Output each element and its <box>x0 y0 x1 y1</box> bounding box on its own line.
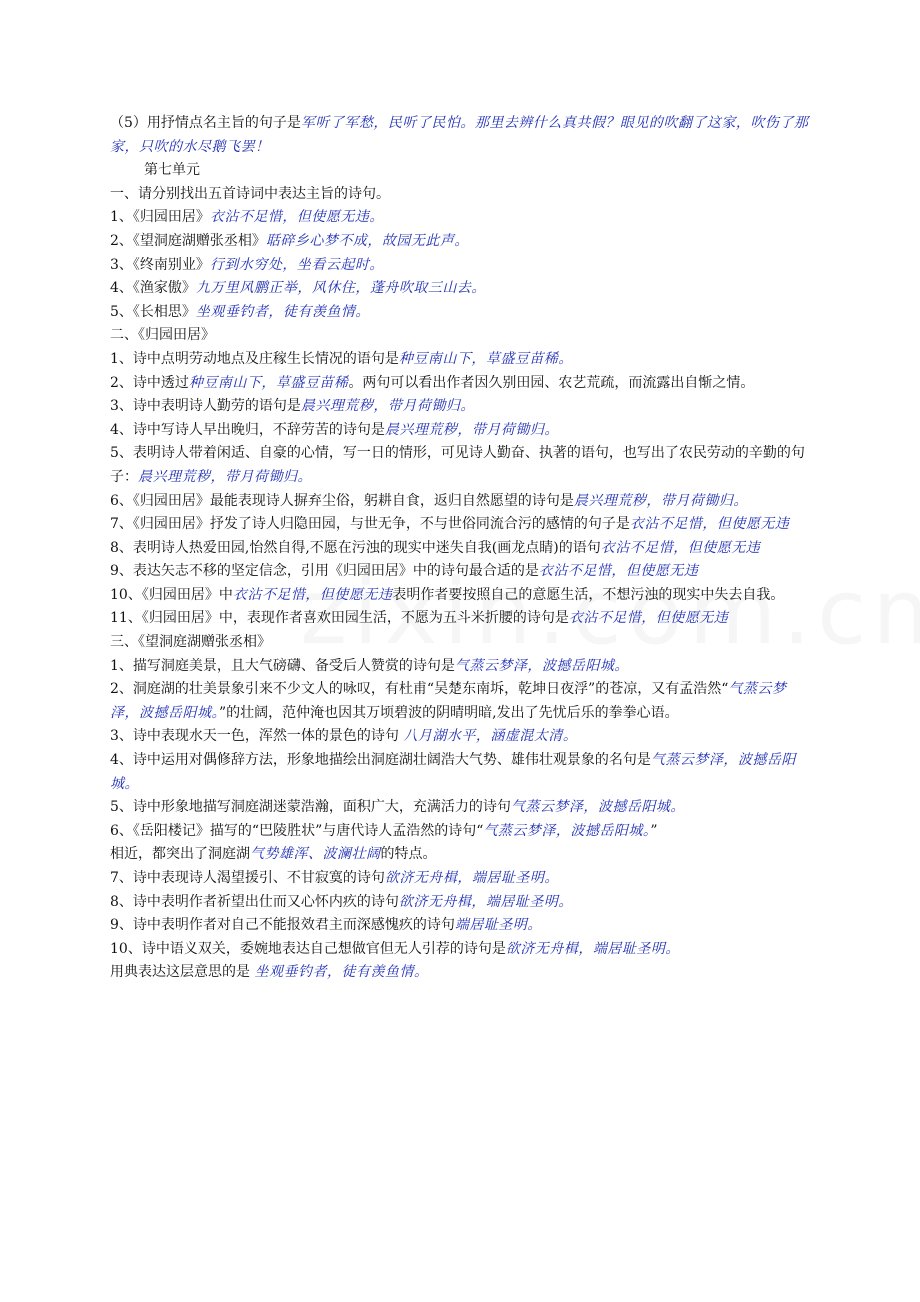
text-line <box>110 395 812 419</box>
answer-text: 种豆南山下，草盛豆苗稀 <box>188 374 349 391</box>
text-line <box>110 159 812 183</box>
question-text: 二、《归园田居》 <box>110 327 215 344</box>
question-text: 7、诗中表现诗人渴望援引、不甘寂寞的诗句 <box>110 870 385 886</box>
answer-text: 晨兴理荒秽，带月荷锄归。 <box>573 492 748 509</box>
text-line <box>110 938 812 962</box>
answer-text: 欲济无舟楫，端居耻圣明。 <box>505 940 680 957</box>
answer-text: 坐观垂钓者，徒有羡鱼情。 <box>254 964 429 981</box>
answer-text: 欲济无舟楫，端居耻圣明。 <box>384 870 559 886</box>
question-text: 3、诗中表现水天一色，浑然一体的景色的诗句 <box>110 728 404 745</box>
question-text: 三、《望洞庭湖赠张丞相》 <box>110 634 271 651</box>
answer-text: 气势雄浑、波澜壮阔 <box>250 846 381 863</box>
text-line <box>110 324 812 348</box>
text-line <box>110 442 812 489</box>
text-line <box>110 490 812 514</box>
text-line <box>110 891 812 915</box>
text-line <box>110 206 812 230</box>
answer-text: 晨兴理荒秽，带月荷锄归。 <box>138 468 312 485</box>
answer-text: 气蒸云梦泽，波撼岳阳城。 <box>110 681 787 721</box>
text-line <box>110 513 812 537</box>
question-text: 8、诗中表明作者祈望出仕而又心怀内疚的诗句 <box>110 893 399 910</box>
text-line <box>110 867 812 891</box>
question-text: 1、诗中点明劳动地点及庄稼生长情况的语句是 <box>110 350 399 367</box>
question-text: 。两句可以看出作者因久别田园、农艺荒疏，而流露出自惭之情。 <box>348 374 755 391</box>
text-line <box>110 183 812 207</box>
answer-text: 欲济无舟楫，端居耻圣明。 <box>398 893 573 910</box>
answer-text: 聒碎乡心梦不成，故园无此声。 <box>265 232 469 249</box>
text-line <box>110 843 812 867</box>
text-line <box>110 254 812 278</box>
answer-text: 晨兴理荒秽，带月荷锄归。 <box>300 398 475 415</box>
answer-text: 衣沾不足惜，但使愿无违。 <box>209 209 384 226</box>
question-text: （5）用抒情点名主旨的句子是 <box>110 115 301 131</box>
answer-text: 种豆南山下，草盛豆苗稀。 <box>398 350 573 367</box>
text-line <box>110 537 812 561</box>
question-text: 2、洞庭湖的壮美景象引来不少文人的咏叹，有杜甫“吴楚东南坼，乾坤日夜浮”的苍凉，又有孟浩然“ <box>110 681 729 698</box>
text-line <box>110 419 812 443</box>
question-text: 第七单元 <box>144 162 200 179</box>
question-text: 10、《归园田居》中 <box>110 586 233 603</box>
question-text: 6、《岳阳楼记》描写的“巴陵胜状”与唐代诗人孟浩然的诗句“ <box>110 822 484 839</box>
answer-text: 衣沾不足惜，但使愿无违 <box>568 610 729 627</box>
question-text: 2、《望洞庭湖赠张丞相》 <box>110 232 266 249</box>
question-text: ” <box>650 822 658 839</box>
question-text: 3、诗中表明诗人勤劳的语句是 <box>110 398 301 415</box>
question-text: 1、描写洞庭美景，且大气磅礴、备受后人赞赏的诗句是 <box>110 657 455 674</box>
question-text: 9、诗中表明作者对自己不能报效君主而深感愧疚的诗句 <box>110 917 455 934</box>
text-line <box>110 372 812 396</box>
answer-text: 坐观垂钓者，徒有羡鱼情。 <box>195 303 370 320</box>
question-text: 一、请分别找出五首诗词中表达主旨的诗句。 <box>110 185 390 202</box>
question-text: 8、表明诗人热爱田园,怡然自得,不愿在污浊的现实中迷失自我(画龙点睛)的语句 <box>110 539 601 556</box>
answer-text: 衣沾不足惜，但使愿无违 <box>232 586 393 603</box>
answer-text: 气蒸云梦泽，波撼岳阳城。 <box>510 799 685 816</box>
text-line <box>110 560 812 584</box>
answer-text: 军听了军愁，民听了民怕。那里去辨什么真共假？眼见的吹翻了这家，吹伤了那家，只吹的水尽鹅飞罢！ <box>110 115 809 155</box>
text-line <box>110 607 812 631</box>
question-text: 表明作者要按照自己的意愿生活，不想污浊的现实中失去自我。 <box>392 586 785 603</box>
text-line <box>110 820 812 844</box>
text-line <box>110 796 812 820</box>
question-text: 9、表达矢志不移的坚定信念，引用《归园田居》中的诗句最合适的是 <box>110 563 539 580</box>
question-text: 5、《长相思》 <box>110 303 196 320</box>
question-text: 5、表明诗人带着闲适、自豪的心情，写一日的情形，可见诗人勤奋、执著的语句，也写出了农民劳动的辛勤的句子： <box>110 445 805 485</box>
question-text: 3、《终南别业》 <box>110 256 210 273</box>
answer-text: 气蒸云梦泽，波撼岳阳城。 <box>483 822 651 839</box>
answer-text: 九万里风鹏正举，风休住，蓬舟吹取三山去。 <box>195 280 486 297</box>
answer-text: 气蒸云梦泽，波撼岳阳城。 <box>454 657 629 674</box>
text-line <box>110 725 812 749</box>
text-line <box>110 230 812 254</box>
answer-text: 晨兴理荒秽，带月荷锄归。 <box>384 421 559 438</box>
question-text: 11、《归园田居》中，表现作者喜欢田园生活，不愿为五斗米折腰的诗句是 <box>110 610 569 627</box>
answer-text: 衣沾不足惜，但使愿无违 <box>538 563 699 580</box>
text-line <box>110 749 812 796</box>
answer-text: 衣沾不足惜，但使愿无违 <box>629 516 790 533</box>
answer-text: 衣沾不足惜，但使愿无违 <box>600 539 761 556</box>
text-line <box>110 655 812 679</box>
question-text: 4、《渔家傲》 <box>110 280 196 297</box>
answer-text: 行到水穷处，坐看云起时。 <box>209 256 384 273</box>
answer-text: 端居耻圣明。 <box>454 917 542 934</box>
answer-text: 气蒸云梦泽，波撼岳阳城。 <box>110 752 796 792</box>
text-line <box>110 914 812 938</box>
question-text: 的特点。 <box>380 846 437 863</box>
text-line <box>110 277 812 301</box>
question-text: ”的壮阔，范仲淹也因其万顷碧波的阴晴明暗,发出了先忧后乐的拳拳心语。 <box>219 704 679 721</box>
text-line <box>110 678 812 725</box>
question-text: 10、诗中语义双关，委婉地表达自己想做官但无人引荐的诗句是 <box>110 940 506 957</box>
question-text: 4、诗中运用对偶修辞方法，形象地描绘出洞庭湖壮阔浩大气势、雄伟壮观景象的名句是 <box>110 752 651 769</box>
text-line <box>110 112 812 159</box>
question-text: 4、诗中写诗人早出晚归，不辞劳苦的诗句是 <box>110 421 385 438</box>
text-line <box>110 301 812 325</box>
text-line <box>110 348 812 372</box>
question-text: 1、《归园田居》 <box>110 209 210 226</box>
text-line <box>110 631 812 655</box>
question-text: 6、《归园田居》最能表现诗人摒弃尘俗，躬耕自食，返归自然愿望的诗句是 <box>110 492 574 509</box>
text-line <box>110 584 812 608</box>
answer-text: 八月湖水平，涵虚混太清。 <box>403 728 578 745</box>
document-body <box>110 112 812 985</box>
text-line <box>110 961 812 985</box>
question-text: 7、《归园田居》抒发了诗人归隐田园，与世无争，不与世俗同流合污的感情的句子是 <box>110 516 630 533</box>
question-text: 相近，都突出了洞庭湖 <box>110 846 250 863</box>
question-text: 2、诗中透过 <box>110 374 189 391</box>
question-text: 5、诗中形象地描写洞庭湖迷蒙浩瀚，面积广大，充满活力的诗句 <box>110 799 511 816</box>
question-text: 用典表达这层意思的是 <box>110 964 255 981</box>
